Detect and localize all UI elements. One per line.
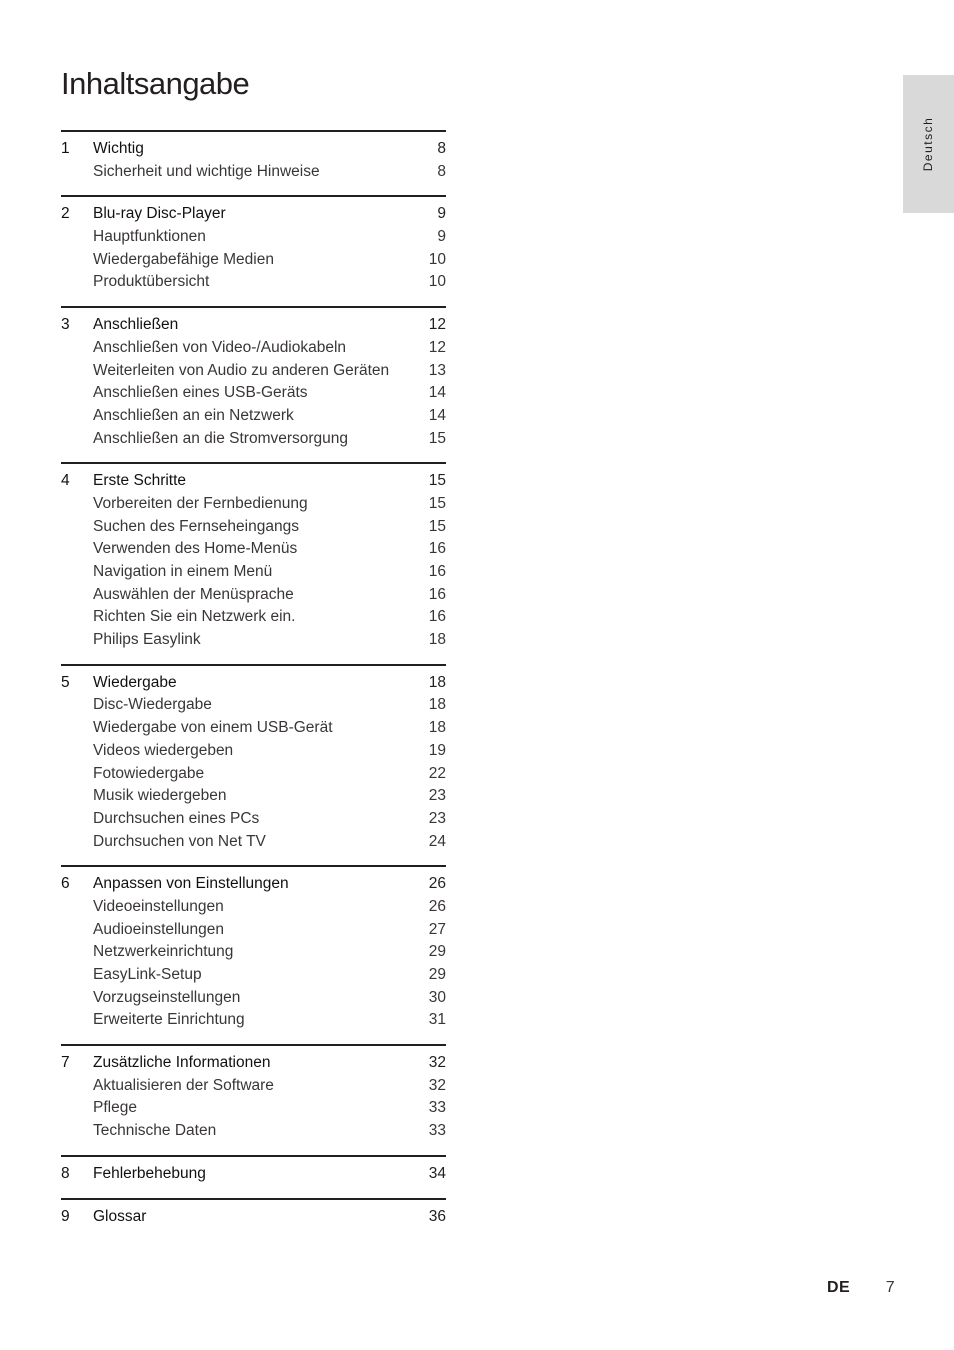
subentry-title: Auswählen der Menüsprache [93, 585, 294, 603]
subentry-page: 16 [428, 563, 446, 580]
subentry-title: Durchsuchen von Net TV [93, 832, 266, 850]
toc-section [61, 462, 446, 664]
toc-subentry[interactable] [61, 896, 446, 919]
subentry-page: 15 [428, 517, 446, 535]
subentry-page: 31 [428, 1011, 446, 1029]
toc-subentry[interactable] [61, 382, 446, 405]
subentry-page: 10 [428, 273, 446, 291]
toc-subentry[interactable] [61, 161, 446, 184]
subentry-title: Anschließen von Video-/Audiokabeln [93, 338, 347, 356]
chapter-title: Zusätzliche Informationen [93, 1054, 271, 1072]
chapter-title: Wiedergabe [93, 673, 177, 691]
chapter-number: 7 [61, 1054, 70, 1072]
subentry-title: EasyLink-Setup [93, 966, 202, 983]
subentry-title: Vorbereiten der Fernbedienung [93, 494, 308, 512]
page-title: Inhaltsangabe [61, 66, 250, 101]
subentry-title: Richten Sie ein Netzwerk ein. [93, 608, 296, 626]
toc-chapter-entry[interactable] [61, 672, 446, 695]
toc-section [61, 130, 446, 195]
subentry-title: Audioeinstellungen [93, 920, 224, 938]
subentry-title: Suchen des Fernseheingangs [93, 517, 299, 535]
subentry-title: Produktübersicht [93, 273, 210, 291]
subentry-page: 13 [428, 361, 446, 379]
toc-subentry[interactable] [61, 561, 446, 584]
toc-subentry[interactable] [61, 538, 446, 561]
toc-subentry[interactable] [61, 1075, 446, 1098]
chapter-page: 26 [428, 875, 446, 893]
chapter-title: Erste Schritte [93, 472, 187, 490]
subentry-page: 29 [428, 943, 446, 961]
chapter-number: 4 [61, 472, 70, 490]
chapter-page: 32 [428, 1054, 446, 1072]
subentry-page: 22 [428, 764, 446, 782]
chapter-title: Anpassen von Einstellungen [93, 875, 289, 893]
toc-subentry[interactable] [61, 360, 446, 383]
subentry-title: Vorzugseinstellungen [93, 988, 241, 1006]
language-tab-label: Deutsch [921, 116, 935, 172]
toc-subentry[interactable] [61, 516, 446, 539]
chapter-page: 9 [437, 205, 446, 223]
subentry-title: Philips Easylink [93, 631, 201, 649]
toc-section [61, 1044, 446, 1155]
chapter-page: 18 [428, 673, 446, 691]
language-code: DE [827, 1279, 851, 1296]
toc-chapter-entry[interactable] [61, 1206, 446, 1229]
page-footer [827, 1279, 895, 1297]
subentry-page: 27 [428, 920, 446, 938]
toc-subentry[interactable] [61, 941, 446, 964]
toc-chapter-entry[interactable] [61, 1163, 446, 1186]
toc-subentry[interactable] [61, 808, 446, 831]
subentry-page: 16 [428, 608, 446, 626]
toc-subentry[interactable] [61, 1097, 446, 1120]
chapter-title: Fehlerbehebung [93, 1164, 206, 1182]
chapter-number: 5 [61, 673, 70, 691]
subentry-title: Netzwerkeinrichtung [93, 943, 234, 961]
subentry-page: 26 [428, 897, 446, 915]
toc-section [61, 306, 446, 462]
toc-subentry[interactable] [61, 606, 446, 629]
subentry-page: 29 [428, 966, 446, 983]
subentry-page: 12 [428, 338, 446, 356]
subentry-page: 16 [428, 585, 446, 603]
chapter-page: 15 [428, 472, 446, 490]
chapter-page: 36 [428, 1207, 446, 1225]
subentry-title: Sicherheit und wichtige Hinweise [93, 162, 320, 180]
subentry-page: 9 [437, 228, 446, 246]
toc-subentry[interactable] [61, 249, 446, 272]
chapter-number: 1 [61, 140, 70, 157]
subentry-title: Aktualisieren der Software [93, 1076, 274, 1094]
subentry-title: Pflege [93, 1099, 137, 1117]
toc-subentry[interactable] [61, 964, 446, 987]
subentry-page: 18 [428, 696, 446, 714]
toc-section [61, 865, 446, 1044]
subentry-title: Fotowiedergabe [93, 764, 205, 782]
subentry-title: Navigation in einem Menü [93, 563, 273, 580]
subentry-title: Anschließen an ein Netzwerk [93, 406, 294, 424]
toc-subentry[interactable] [61, 694, 446, 717]
subentry-page: 19 [428, 741, 446, 759]
subentry-page: 32 [428, 1076, 446, 1094]
toc-section [61, 1155, 446, 1198]
subentry-title: Videoeinstellungen [93, 897, 224, 915]
toc-chapter-entry[interactable] [61, 314, 446, 337]
subentry-page: 18 [428, 631, 446, 649]
subentry-title: Anschließen eines USB-Geräts [93, 384, 308, 402]
toc-section [61, 1198, 446, 1241]
subentry-title: Hauptfunktionen [93, 228, 206, 246]
toc-subentry[interactable] [61, 785, 446, 808]
subentry-page: 33 [428, 1099, 446, 1117]
toc-subentry[interactable] [61, 271, 446, 294]
table-of-contents [61, 130, 446, 1240]
language-tab [903, 75, 954, 213]
toc-subentry[interactable] [61, 831, 446, 854]
subentry-title: Technische Daten [93, 1122, 217, 1140]
toc-subentry[interactable] [61, 493, 446, 516]
toc-subentry[interactable] [61, 428, 446, 451]
subentry-page: 15 [428, 494, 446, 512]
subentry-title: Erweiterte Einrichtung [93, 1011, 245, 1029]
chapter-title: Anschließen [93, 316, 179, 334]
chapter-number: 6 [61, 875, 70, 893]
subentry-page: 14 [428, 384, 446, 402]
subentry-page: 15 [428, 429, 446, 447]
subentry-title: Durchsuchen eines PCs [93, 809, 260, 827]
subentry-title: Anschließen an die Stromversorgung [93, 429, 349, 447]
toc-chapter-entry[interactable] [61, 1052, 446, 1075]
toc-subentry[interactable] [61, 405, 446, 428]
subentry-title: Verwenden des Home-Menüs [93, 540, 298, 558]
toc-subentry[interactable] [61, 226, 446, 249]
toc-chapter-entry[interactable] [61, 203, 446, 226]
toc-subentry[interactable] [61, 987, 446, 1010]
subentry-page: 16 [428, 540, 446, 558]
chapter-number: 2 [61, 205, 70, 223]
toc-subentry[interactable] [61, 337, 446, 360]
toc-subentry[interactable] [61, 763, 446, 786]
subentry-page: 8 [437, 162, 446, 180]
toc-subentry[interactable] [61, 584, 446, 607]
toc-section [61, 195, 446, 306]
toc-subentry[interactable] [61, 717, 446, 740]
subentry-title: Musik wiedergeben [93, 787, 227, 805]
toc-chapter-entry[interactable] [61, 470, 446, 493]
page-number: 7 [885, 1279, 895, 1296]
chapter-title: Glossar [93, 1207, 147, 1225]
toc-subentry[interactable] [61, 740, 446, 763]
chapter-number: 9 [61, 1207, 70, 1225]
chapter-page: 34 [428, 1164, 446, 1182]
toc-subentry[interactable] [61, 1120, 446, 1143]
chapter-page: 12 [428, 316, 446, 334]
subentry-title: Weiterleiten von Audio zu anderen Geräten [93, 361, 390, 379]
chapter-number: 3 [61, 316, 70, 334]
subentry-page: 33 [428, 1122, 446, 1140]
subentry-page: 23 [428, 787, 446, 805]
subentry-page: 30 [428, 988, 446, 1006]
toc-subentry[interactable] [61, 1009, 446, 1032]
chapter-number: 8 [61, 1164, 70, 1182]
chapter-page: 8 [437, 140, 446, 157]
toc-subentry[interactable] [61, 629, 446, 652]
subentry-title: Wiedergabe von einem USB-Gerät [93, 719, 333, 737]
chapter-title: Wichtig [93, 140, 144, 157]
subentry-title: Wiedergabefähige Medien [93, 250, 274, 268]
subentry-page: 23 [428, 809, 446, 827]
subentry-page: 14 [428, 406, 446, 424]
chapter-title: Blu-ray Disc-Player [93, 205, 226, 223]
toc-subentry[interactable] [61, 919, 446, 942]
subentry-page: 24 [428, 832, 446, 850]
subentry-title: Videos wiedergeben [93, 741, 234, 759]
subentry-page: 18 [428, 719, 446, 737]
subentry-page: 10 [428, 250, 446, 268]
toc-chapter-entry[interactable] [61, 138, 446, 161]
toc-section [61, 664, 446, 866]
subentry-title: Disc-Wiedergabe [93, 696, 212, 714]
toc-chapter-entry[interactable] [61, 873, 446, 896]
